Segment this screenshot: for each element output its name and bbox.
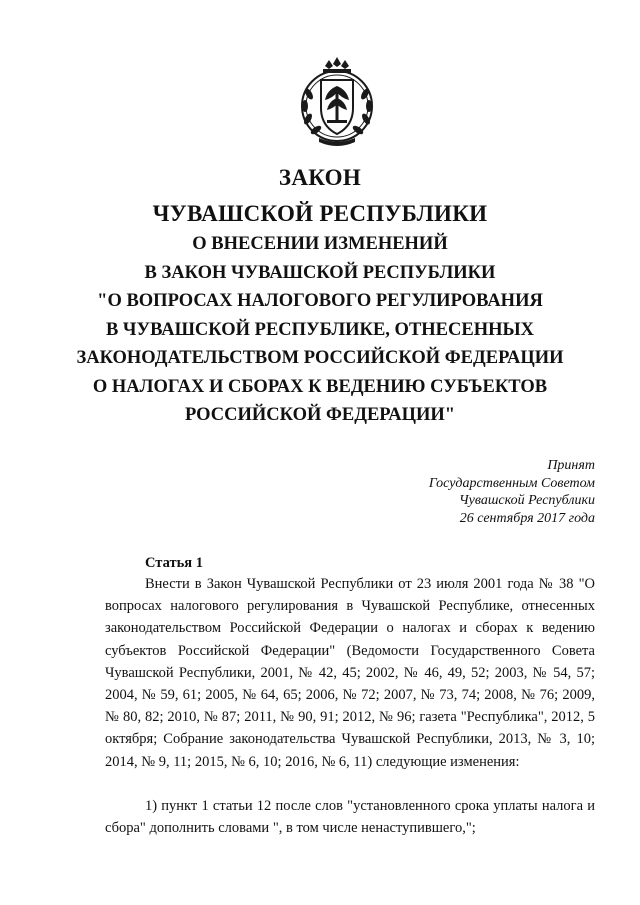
subtitle-line: В ЧУВАШСКОЙ РЕСПУБЛИКЕ, ОТНЕСЕННЫХ bbox=[105, 319, 535, 340]
subtitle-line: РОССИЙСКОЙ ФЕДЕРАЦИИ" bbox=[184, 405, 456, 425]
subtitle-line: В ЗАКОН ЧУВАШСКОЙ РЕСПУБЛИКИ bbox=[144, 262, 496, 283]
paragraph: 1) пункт 1 статьи 12 после слов "установленного срока уплаты налога и сбора" дополнить словами ", в том числе ненаступившего,"; bbox=[105, 798, 595, 837]
article-body bbox=[105, 573, 595, 773]
subtitle-line: ЗАКОНОДАТЕЛЬСТВОМ РОССИЙСКОЙ ФЕДЕРАЦИИ bbox=[76, 348, 564, 368]
paragraph: Внести в Закон Чувашской Республики от 23 июля 2001 года № 38 "О вопросах налогового регулирования в Чувашской Республике, отнесенных законодательством Российской Федерации о налогах и сборах к ведению субъектов Российской Федерации" (Ведомости Государственного Совета Чувашской Республики, 2001, № 42, 45; 2002, № 46, 49, 52; 2003, № 54, 57; 2004, № 59, 61; 2005, № 64, 65; 2006, № 72; 2007, № 73, 74; 2008, № 76; 2009, № 80, 82; 2010, № 87; 2011, № 90, 91; 2012, № 96; газета "Республика", 2012, 5 октября; Собрание законодательства Чувашской Республики, 2013, № 3, 10; 2014, № 9, 11; 2015, № 6, 10; 2016, № 6, 11) следующие изменения: bbox=[105, 576, 595, 770]
subtitle-line: О НАЛОГАХ И СБОРАХ К ВЕДЕНИЮ СУБЪЕКТОВ bbox=[92, 376, 548, 397]
article-heading: Статья 1 bbox=[145, 555, 203, 571]
adoption-line: Чувашской Республики bbox=[459, 493, 595, 508]
law-title bbox=[0, 160, 640, 232]
adoption-line: Государственным Советом bbox=[428, 475, 595, 491]
adoption-date: 26 сентября 2017 года bbox=[459, 510, 595, 526]
subtitle-line: "О ВОПРОСАХ НАЛОГОВОГО РЕГУЛИРОВАНИЯ bbox=[97, 291, 543, 311]
law-subtitle bbox=[0, 230, 640, 430]
title-line: ЧУВАШСКОЙ РЕСПУБЛИКИ bbox=[152, 201, 488, 226]
article-body bbox=[105, 795, 595, 839]
adoption-note bbox=[380, 457, 595, 527]
subtitle-line: О ВНЕСЕНИИ ИЗМЕНЕНИЙ bbox=[192, 234, 448, 254]
coat-of-arms-icon bbox=[297, 56, 377, 148]
adoption-line: Принят bbox=[547, 458, 595, 473]
title-line: ЗАКОН bbox=[278, 165, 362, 190]
